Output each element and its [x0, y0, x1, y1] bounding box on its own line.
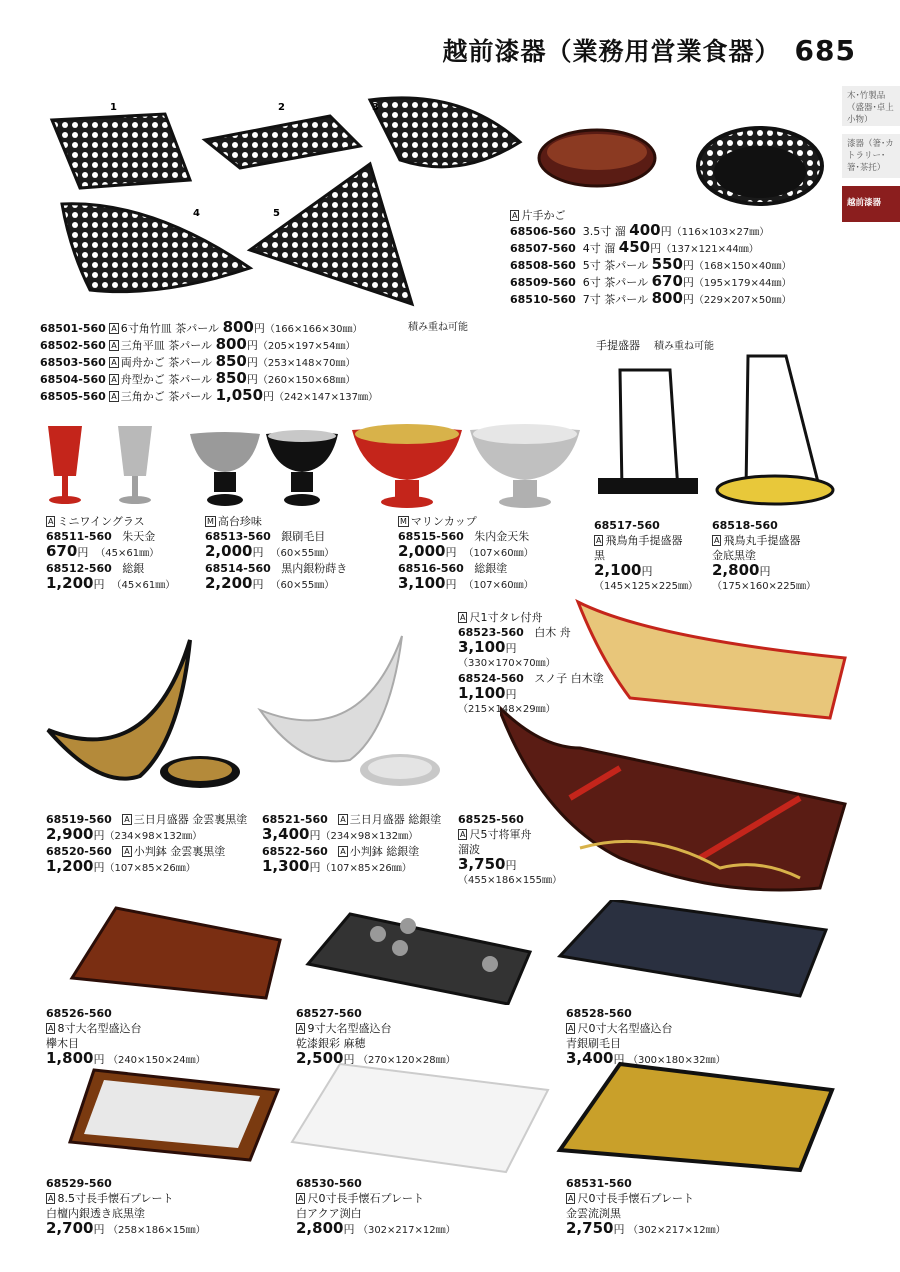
katate-kago-photo [535, 118, 825, 210]
side-tab-wood[interactable]: 木･竹製品（盛器･卓上小物） [842, 86, 900, 126]
wine-glass-list: A ミニワイングラス 68511-560 朱天金 670円 （45×61㎜） 68512-560 総銀 1,200円 （45×61㎜） [46, 515, 176, 592]
trays-photo [60, 900, 840, 1005]
photo-number-4: 4 [193, 208, 200, 219]
triangle-basket [250, 164, 412, 304]
list-item: 68508-560 5寸 茶パール 550円（168×150×40㎜） [510, 255, 792, 273]
plate-68526: 68526-560 A 8寸大名型盛込台 欅木目 1,800円 （240×150×24㎜） [46, 1007, 206, 1067]
plate-68527: 68527-560 A 9寸大名型盛込台 乾漆銀彩 麻穂 2,500円 （270×120×28㎜） [296, 1007, 456, 1067]
crescent-plates-photo [40, 630, 460, 800]
plate-68531: 68531-560 A 尺0寸長手懐石プレート 金雲流渕黒 2,750円 （302×217×12㎜） [566, 1177, 726, 1237]
plate-68528: 68528-560 A 尺0寸大名型盛込台 青銀刷毛目 3,400円 （300×180×32㎜） [566, 1007, 726, 1067]
shogun-boat-list: 68525-560 A 尺5寸将軍舟 溜波 3,750円 （455×186×155㎜） [458, 813, 563, 886]
list-item: 68509-560 6寸 茶パール 670円（195×179×44㎜） [510, 272, 792, 290]
list-item: 68501-560 A 6寸角竹皿 茶パール 800円（166×166×30㎜） [40, 318, 363, 336]
side-tab-lacquer[interactable]: 漆器（箸･カトラリー･箸･茶托） [842, 134, 900, 178]
takadai-list: M 高台珍味 68513-560 銀刷毛目 2,000円 （60×55㎜） 68514-560 黒内銀粉蒔き 2,200円 （60×55㎜） [205, 515, 348, 592]
triangle-bamboo-plate [205, 116, 360, 168]
page-number: 685 [794, 34, 856, 67]
list-item: 68510-560 7寸 茶パール 800円（229×207×50㎜） [510, 289, 792, 307]
square-bamboo-plate [52, 114, 190, 188]
list-item: 68505-560 A 三角かご 茶パール 1,050円（242×147×137㎜） [40, 386, 379, 404]
photo-number-1: 1 [110, 102, 117, 113]
double-boat-basket [370, 98, 520, 167]
photo-number-5: 5 [273, 208, 280, 219]
asuka-kaku-list: 68517-560 A 飛鳥角手提盛器 黒 2,100円 （145×125×225㎜） [594, 519, 699, 592]
mikazuki-gold-list: 68519-560 A 三日月盛器 金雲裏黒塗 2,900円（234×98×132㎜） 68520-560 A 小判鉢 金雲裏黒塗 1,200円（107×85×26㎜） [46, 813, 248, 875]
list-item: 68507-560 4寸 溜 450円（137×121×44㎜） [510, 238, 759, 256]
plate-68529: 68529-560 A 8.5寸長手懐石プレート 白檀内銀透き底黒塗 2,700円 （258×186×15㎜） [46, 1177, 206, 1237]
asuka-maru-list: 68518-560 A 飛鳥丸手提盛器 金底黒塗 2,800円 （175×160×225㎜） [712, 519, 817, 592]
katate-price-list: A 片手かご 68506-560 3.5寸 溜 400円（116×103×27㎜） 68507-560 4寸 溜 450円（137×121×44㎜） 68508-560 5寸 茶パール 550円（168×150×40㎜） 68509-560 6寸 茶パール 670円（195×179×44㎜） 68510-560 7寸 茶パール 800円（229×207×50㎜） [510, 208, 830, 308]
kaiseki-plates-photo [60, 1060, 840, 1175]
list-item: 68503-560 A 両舟かご 茶パール 850円（253×148×70㎜） [40, 352, 356, 370]
bamboo-baskets-photo [40, 90, 540, 320]
mikazuki-silver-list: 68521-560 A 三日月盛器 総銀塗 3,400円（234×98×132㎜） 68522-560 A 小判鉢 総銀塗 1,300円（107×85×26㎜） [262, 813, 442, 875]
photo-number-2: 2 [278, 102, 285, 113]
plate-68530: 68530-560 A 尺0寸長手懐石プレート 白アクア渕白 2,800円 （302×217×12㎜） [296, 1177, 456, 1237]
boat-basket [62, 204, 250, 292]
fune-tare-list: A 尺1寸タレ付舟 68523-560 白木 舟 3,100円 （330×170×70㎜） 68524-560 スノ子 白木塗 1,100円 （215×148×29㎜） [458, 611, 604, 715]
page-title: 越前漆器（業務用営業食器） 685 [442, 34, 856, 67]
marin-cup-list: M マリンカップ 68515-560 朱内金天朱 2,000円 （107×60㎜） 68516-560 総銀塗 3,100円 （107×60㎜） [398, 515, 534, 592]
side-tab-echizen[interactable]: 越前漆器 [842, 186, 900, 222]
stackable-note: 積み重ね可能 [408, 322, 468, 333]
list-item: 68502-560 A 三角平皿 茶パール 800円（205×197×54㎜） [40, 335, 356, 353]
cups-photo [40, 420, 590, 512]
list-item: 68506-560 3.5寸 溜 400円（116×103×27㎜） [510, 221, 770, 239]
bamboo-price-list [40, 320, 510, 405]
photo-number-3: 3 [372, 102, 379, 113]
tesage-photo [590, 350, 850, 510]
list-item: 68504-560 A 舟型かご 茶パール 850円（260×150×68㎜） [40, 369, 356, 387]
tesage-heading: 手提盛器 積み重ね可能 [596, 339, 714, 352]
